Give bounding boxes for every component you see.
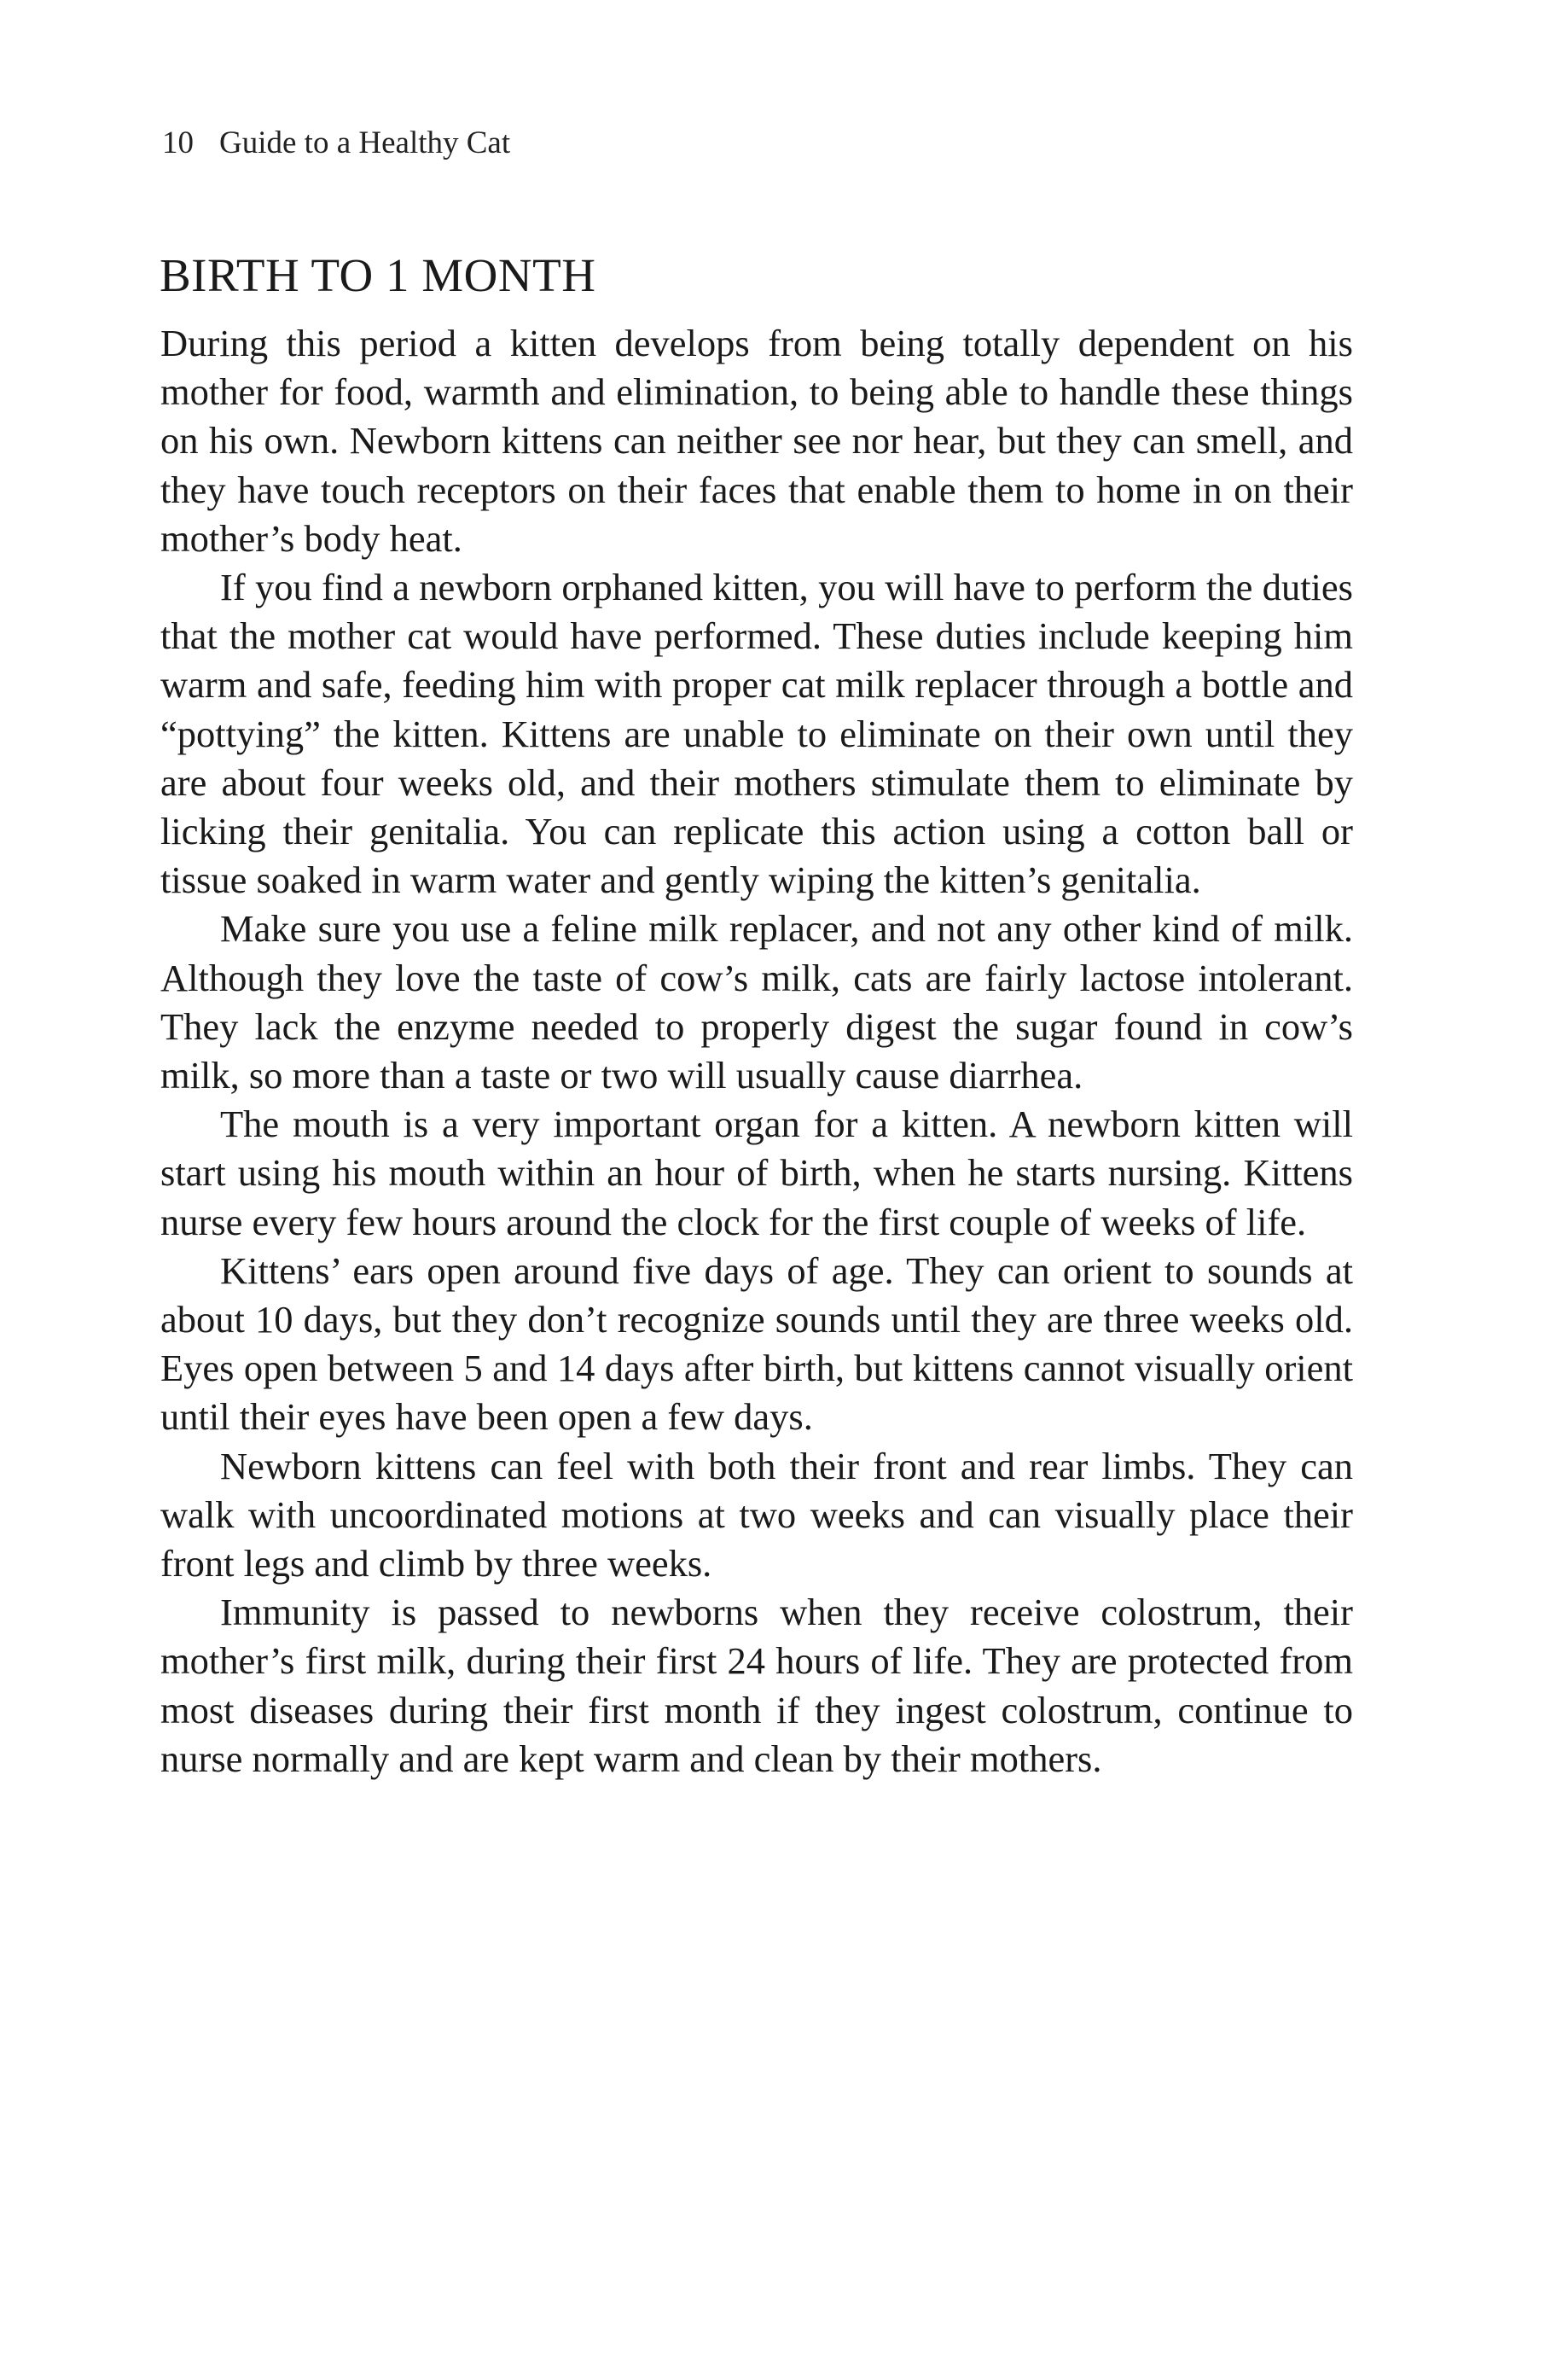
paragraph-intro: During this period a kitten develops from being totally dependent on his mother for food, warmth and elimination, to being able to handle these things on his own. Newborn kittens can neither see nor hear, but they can smell, and they have touch receptors on their faces that enable them to home in on their mother’s body heat. bbox=[160, 322, 1353, 560]
body-text bbox=[160, 319, 1353, 1783]
paragraph-immunity: Immunity is passed to newborns when they receive colostrum, their mother’s first milk, during their first 24 hours of life. They are protected from most diseases during their first month if they ingest colostrum, continue to nurse normally and are kept warm and clean by their mothers. bbox=[160, 1591, 1353, 1780]
page-number: 10 bbox=[162, 125, 194, 160]
paragraph-mouth: The mouth is a very important organ for a kitten. A newborn kitten will start using his mouth within an hour of birth, when he starts nursing. Kittens nurse every few hours around the clock for the first couple of weeks of life. bbox=[160, 1103, 1353, 1243]
running-head bbox=[162, 125, 510, 162]
paragraph-limbs: Newborn kittens can feel with both their front and rear limbs. They can walk with uncoordinated motions at two weeks and can visually place their front legs and climb by three weeks. bbox=[160, 1444, 1353, 1585]
book-title: Guide to a Healthy Cat bbox=[219, 125, 511, 160]
section-heading: BIRTH TO 1 MONTH bbox=[160, 249, 596, 301]
paragraph-ears-eyes: Kittens’ ears open around five days of age. They can orient to sounds at about 10 days, but they don’t recognize sounds until they are three weeks old. Eyes open between 5 and 14 days after birth, but kittens cannot visually orient until their eyes have been open a few days. bbox=[160, 1248, 1353, 1439]
paragraph-orphaned-kitten: If you find a newborn orphaned kitten, you will have to perform the duties that the mother cat would have performed. These duties include keeping him warm and safe, feeding him with proper cat milk replacer through a bottle and “pottying” the kitten. Kittens are unable to eliminate on their own until they are about four weeks old, and their mothers stimulate them to eliminate by licking their genitalia. You can replicate this action using a cotton ball or tissue soaked in warm water and gently wiping the kitten’s genitalia. bbox=[160, 566, 1353, 902]
paragraph-milk-replacer: Make sure you use a feline milk replacer, and not any other kind of milk. Although they love the taste of cow’s milk, cats are fairly lactose intolerant. They lack the enzyme needed to properly digest the sugar found in cow’s milk, so more than a taste or two will usually cause diarrhea. bbox=[160, 907, 1353, 1097]
